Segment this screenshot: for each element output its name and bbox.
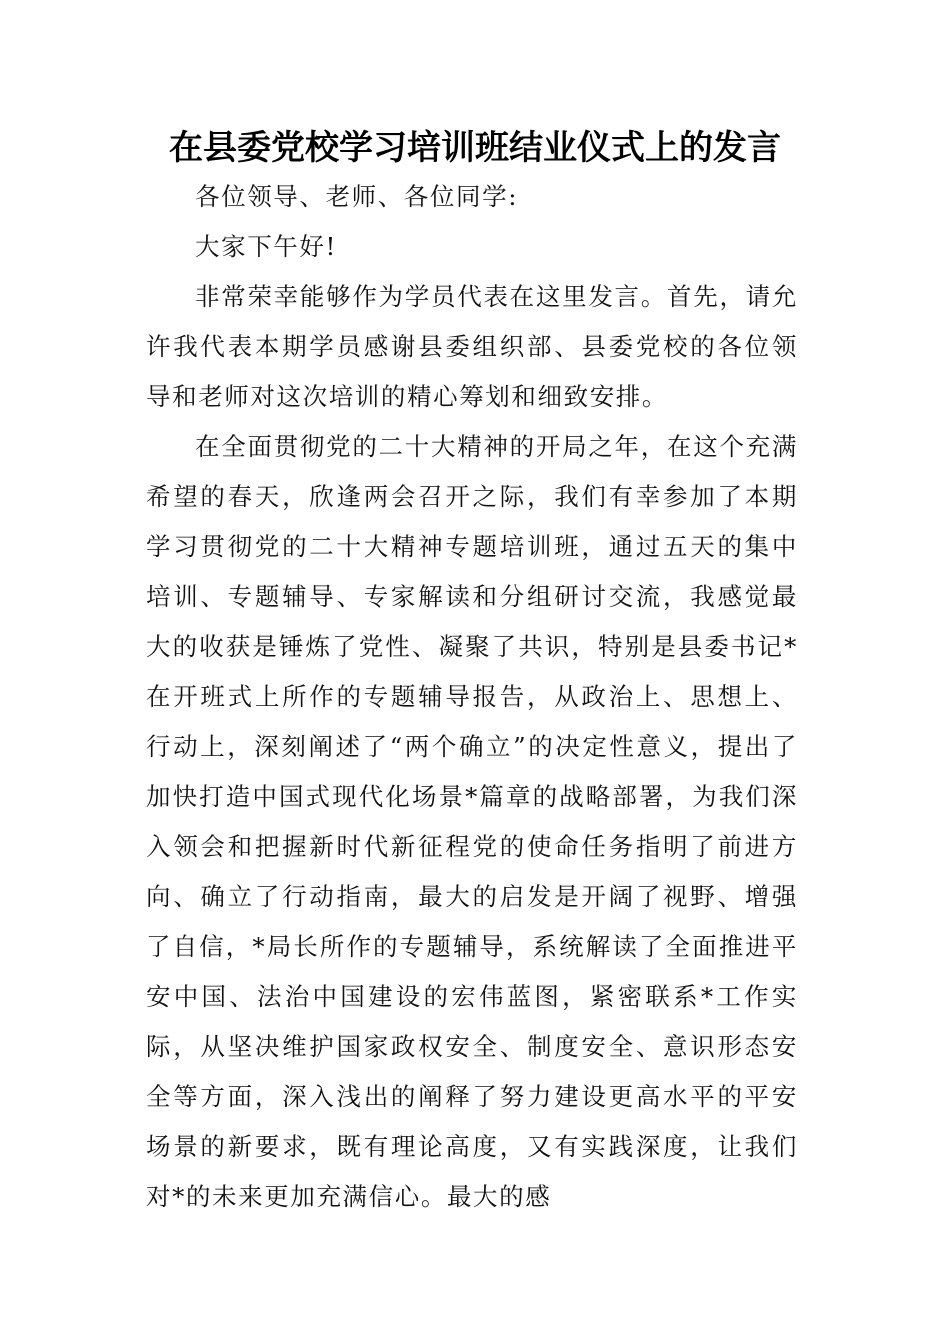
document-title: 在县委党校学习培训班结业仪式上的发言 [169,128,781,168]
thanks-paragraph: 非常荣幸能够作为学员代表在这里发言。首先，请允许我代表本期学员感谢县委组织部、县委党校的各位领导和老师对这次培训的精心筹划和细致安排。 [146,282,798,411]
main-paragraph: 在全面贯彻党的二十大精神的开局之年，在这个充满希望的春天，欣逢两会召开之际，我们有幸参加了本期学习贯彻党的二十大精神专题培训班，通过五天的集中培训、专题辅导、专家解读和分组研讨交流，我感觉最大的收获是锤炼了党性、凝聚了共识，特别是县委书记*在开班式上所作的专题辅导报告，从政治上、思想上、行动上，深刻阐述了“两个确立”的决定性意义，提出了加快打造中国式现代化场景*篇章的战略部署，为我们深入领会和把握新时代新征程党的使命任务指明了前进方向、确立了行动指南，最大的启发是开阔了视野、增强了自信，*局长所作的专题辅导，系统解读了全面推进平安中国、法治中国建设的宏伟蓝图，紧密联系*工作实际，从坚决维护国家政权安全、制度安全、意识形态安全等方面，深入浅出的阐释了努力建设更高水平的平安场景的新要求，既有理论高度，又有实践深度，让我们对*的未来更加充满信心。最大的感 [146,432,798,1211]
salutation-paragraph: 各位领导、老师、各位同学: [195,182,519,211]
document-body [146,172,798,1222]
greeting-paragraph: 大家下午好! [195,232,337,261]
